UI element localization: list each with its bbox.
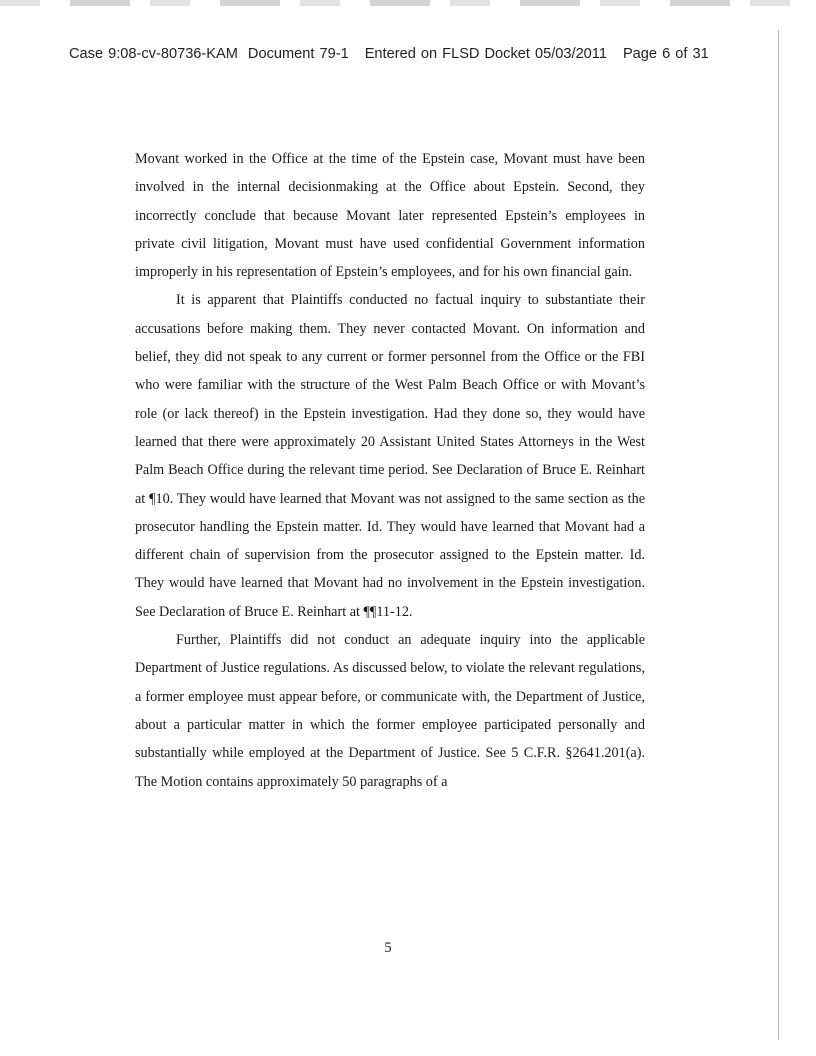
page-number: 5 bbox=[384, 940, 392, 956]
scan-edge-right bbox=[778, 30, 779, 1040]
case-number: Case 9:08-cv-80736-KAM bbox=[69, 46, 238, 62]
paragraph-regulations: Further, Plaintiffs did not conduct an adequate inquiry into the applicable Department of Justice regulations. As discussed below, to violate the relevant regulations, a former employee must appear before, or communicate with, the Department of Justice, about a particular matter in which the former employee participated personally and substantially while employed at the Department of Justice. See 5 C.F.R. §2641.201(a). The Motion contains approximately 50 paragraphs of a bbox=[135, 632, 645, 790]
scan-edge-top bbox=[0, 0, 816, 6]
paragraph-factual-inquiry: It is apparent that Plaintiffs conducted no factual inquiry to substantiate their accusations before making them. They never contacted Movant. On information and belief, they did not speak to any current or former personnel from the Office or the FBI who were familiar with the structure of the West Palm Beach Office or with Movant’s role (or lack thereof) in the Epstein investigation. Had they done so, they would have learned that there were approximately 20 Assistant United States Attorneys in the West Palm Beach Office during the relevant time period. See Declaration of Bruce E. Reinhart at ¶10. They would have learned that Movant was not assigned to the same section as the prosecutor handling the Epstein matter. Id. They would have learned that Movant had a different chain of supervision from the prosecutor assigned to the Epstein matter. Id. They would have learned that Movant had no involvement in the Epstein investigation. See Declaration of Bruce E. Reinhart at ¶¶11-12. bbox=[135, 292, 645, 620]
document-number: Document 79-1 bbox=[247, 46, 349, 62]
docket-entry: Entered on FLSD Docket 05/03/2011 bbox=[364, 46, 607, 62]
document-body bbox=[135, 145, 645, 796]
page-of-total: Page 6 of 31 bbox=[622, 46, 709, 62]
docket-header bbox=[69, 46, 809, 62]
paragraph-continuation: Movant worked in the Office at the time of the Epstein case, Movant must have been involved in the internal decisionmaking at the Office about Epstein. Second, they incorrectly conclude that because Movant later represented Epstein’s employees in private civil litigation, Movant must have used confidential Government information improperly in his representation of Epstein’s employees, and for his own financial gain. bbox=[135, 151, 645, 281]
